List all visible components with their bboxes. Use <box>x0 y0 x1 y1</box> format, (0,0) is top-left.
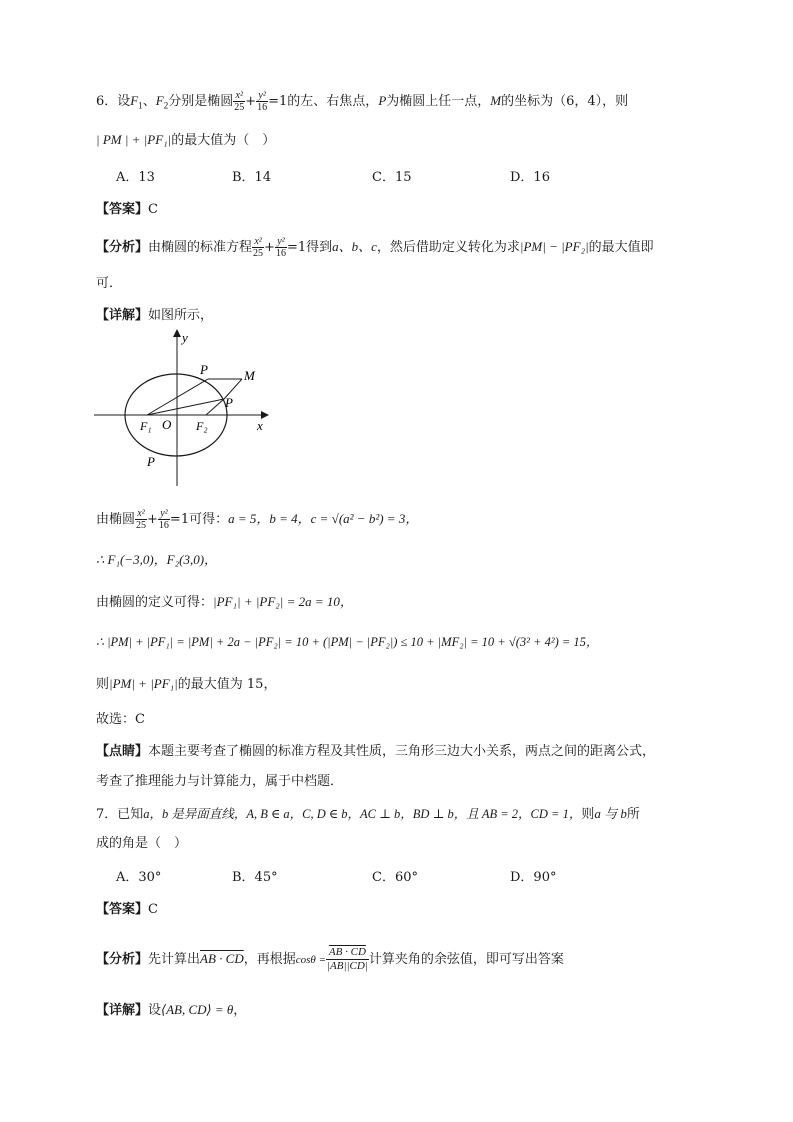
detail-frac-x: $\frac{\text{x²}}{25}$ <box>136 508 147 531</box>
q6-analysis-line2: 可． <box>96 276 123 291</box>
q7-option-b: B．45° <box>232 870 278 885</box>
q7-option-d: D．90° <box>510 870 557 885</box>
q6-plus: + <box>245 94 257 109</box>
answer7-value: C <box>148 902 158 917</box>
segment-f1-p-right <box>147 399 224 415</box>
detail-l5-b: |PM| + |PF₁| <box>109 676 178 691</box>
q6-stem-line1 <box>96 90 628 116</box>
label-p-top: P <box>200 362 208 377</box>
q6-f1: $F_1$ <box>130 93 143 111</box>
q6-analysis-line1 <box>96 236 654 259</box>
label-p-right: P <box>225 395 233 410</box>
label-m: M <box>244 368 255 383</box>
comment-text1: 本题主要考查了椭圆的标准方程及其性质，三角形三边大小关系，两点之间的距离公式， <box>148 744 656 759</box>
answer-value: C <box>148 202 158 217</box>
label-y: y <box>182 330 188 345</box>
q6-answer <box>96 200 158 220</box>
q6-frac-y: $\frac{\text{y²}}{16}$ <box>257 90 268 113</box>
detail7-text-a: 设 <box>148 1003 162 1018</box>
analysis-vars: a、b、c <box>332 239 377 254</box>
segment-f2-p <box>206 399 224 415</box>
analysis7-text-b: ，再根据 <box>243 952 296 967</box>
q6-m: M <box>490 93 502 108</box>
detail-l1-b: =1可得： <box>169 512 229 527</box>
analysis-plus: + <box>264 240 275 255</box>
detail-l5-a: 则 <box>96 677 110 692</box>
q6-detail-intro <box>96 306 213 326</box>
detail-frac-y: $\frac{\text{y²}}{16}$ <box>158 508 169 531</box>
detail-tag: 【详解】 <box>96 308 149 323</box>
comment-line2: 考查了推理能力与计算能力，属于中档题． <box>96 774 344 789</box>
detail-line2: ∴ F₁(−3,0)，F₂(3,0)， <box>96 552 218 567</box>
analysis7-frac: $\frac{AB \cdot CD}{|AB||CD|}$ <box>327 946 368 972</box>
detail-l3-a: 由椭圆的定义可得： <box>96 595 214 610</box>
label-p-bottom: P <box>147 454 155 469</box>
comment-line1 <box>96 742 655 762</box>
analysis-text-b: 得到 <box>306 240 333 255</box>
detail-l5-c: 的最大值为 15， <box>177 677 277 692</box>
analysis-text-d: 的最大值即 <box>588 240 654 255</box>
q6-stem-e: 的坐标为（6，4），则 <box>501 94 629 109</box>
detail-line3 <box>96 592 353 613</box>
q7-analysis <box>96 946 564 973</box>
analysis-tag: 【分析】 <box>96 240 149 255</box>
q6-stem-line2 <box>96 130 275 151</box>
q6-option-d: D．16 <box>510 170 550 185</box>
q6-sep: 、 <box>142 94 156 109</box>
q6-frac-x: $\frac{\text{x²}}{25}$ <box>234 90 245 113</box>
q7-stem-line2: 成的角是（ ） <box>96 836 188 851</box>
detail-intro: 如图所示， <box>148 308 214 323</box>
q6-stem-d: 为椭圆上任一点， <box>386 94 491 109</box>
analysis7-vec: AB · CD <box>200 951 244 966</box>
q6-p: P <box>378 93 387 108</box>
detail-l3-b: |PF₁| + |PF₂| = 2a = 10， <box>213 594 353 609</box>
detail-line1 <box>96 508 418 531</box>
analysis-frac-x: $\frac{\text{x²}}{25}$ <box>253 236 264 259</box>
q7-l1-b: 则 <box>581 807 595 822</box>
analysis-text-c: ，然后借助定义转化为求 <box>376 240 520 255</box>
analysis-frac-y: $\frac{\text{y²}}{16}$ <box>275 236 286 259</box>
answer-tag: 【答案】 <box>96 202 149 217</box>
q6-stem-a: 6．设 <box>96 94 131 109</box>
analysis7-text-c: 计算夹角的余弦值，即可写出答案 <box>368 952 564 967</box>
detail7-tag: 【详解】 <box>96 1003 149 1018</box>
q6-line2-math: | PM | + |PF₁| <box>96 132 172 147</box>
detail-l1-c: a = 5，b = 4，c = √(a² − b²) = 3， <box>228 511 419 526</box>
q6-option-b: B．14 <box>232 170 272 185</box>
analysis-eq: =1 <box>286 240 307 255</box>
q6-eq1: =1 <box>268 94 288 109</box>
detail-line4: ∴ |PM| + |PF₁| = |PM| + 2a − |PF₂| = 10 + (|PM| − |PF₂|) ≤ 10 + |MF₂| = 10 + √(3² + 4²) = 15， <box>96 635 599 649</box>
q7-answer <box>96 900 158 920</box>
analysis7-text-a: 先计算出 <box>148 952 201 967</box>
q7-option-a: A．30° <box>116 870 162 885</box>
q6-f2: $F_2$ <box>155 93 169 111</box>
label-f2: F₂ <box>196 419 208 433</box>
label-x: x <box>257 418 263 433</box>
q7-l1-math: a，b 是异面直线，A, B ∈ a，C, D ∈ b，AC ⊥ b，BD ⊥ b，且 AB = 2，CD = 1， <box>143 807 582 821</box>
detail7-expr: ⟨AB, CD⟩ = θ <box>161 1002 234 1017</box>
q6-line2-text: 的最大值为（ ） <box>171 133 276 148</box>
q6-option-c: C．15 <box>372 170 412 185</box>
q7-l1-c: a 与 b <box>594 806 627 821</box>
detail-l1-a: 由椭圆 <box>96 512 136 527</box>
q6-option-a: A．13 <box>116 170 155 185</box>
q6-stem-b: 分别是椭圆 <box>168 94 234 109</box>
q7-option-c: C．60° <box>372 870 418 885</box>
label-f1: F₁ <box>140 419 152 433</box>
q7-l1-a: 7．已知 <box>96 807 144 822</box>
detail-line6: 故选：C <box>96 712 145 727</box>
comment-tag: 【点睛】 <box>96 744 149 759</box>
q7-stem-line1 <box>96 804 640 825</box>
analysis-text-a: 由椭圆的标准方程 <box>148 240 253 255</box>
q7-detail <box>96 1000 246 1021</box>
analysis7-cos: cosθ = <box>295 954 326 966</box>
q6-stem-c: 的左、右焦点， <box>287 94 379 109</box>
detail-line5 <box>96 674 276 695</box>
answer7-tag: 【答案】 <box>96 902 149 917</box>
analysis-expr: |PM| − |PF₂| <box>519 239 589 254</box>
ellipse-figure <box>90 326 280 492</box>
q7-l1-d: 所 <box>626 807 640 822</box>
detail-plus: + <box>147 512 158 527</box>
label-o: O <box>162 417 172 432</box>
detail7-text-b: ， <box>233 1003 247 1018</box>
analysis7-tag: 【分析】 <box>96 952 149 967</box>
